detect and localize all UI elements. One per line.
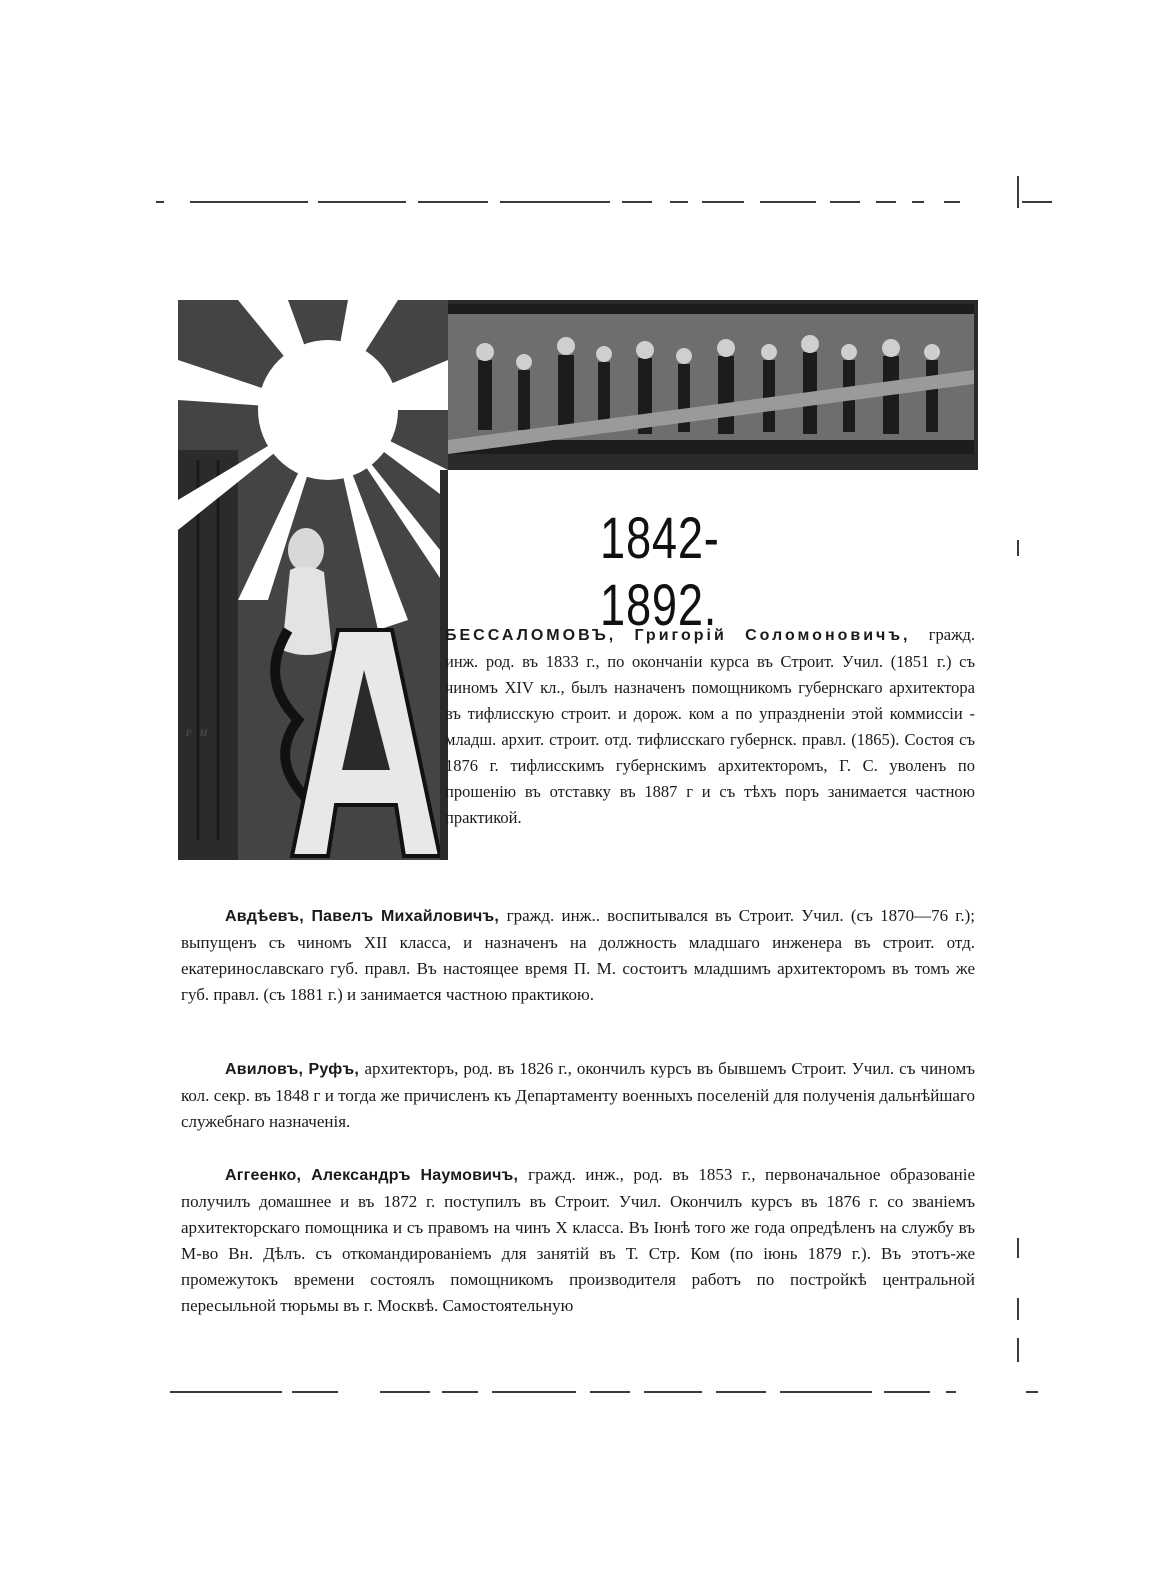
entry-avdeev: [181, 903, 975, 1008]
entry-aggeenko: [181, 1162, 975, 1319]
entry-text: архитекторъ, род. въ 1826 г., окончилъ курсъ въ бывшемъ Строит. Учил. съ чиномъ кол. секр. въ 1848 г и тогда же причисленъ къ Департаменту военныхъ поселеній для полученія дальнѣйшаго служебнаго назначенія.: [181, 1059, 976, 1131]
year-range-heading: 1842-1892.: [600, 506, 720, 638]
entry-name: Авдѣевъ, Павелъ Михайловичъ,: [225, 908, 507, 925]
entry-name: Авиловъ, Руфъ,: [225, 1061, 365, 1078]
entry-text: гражд. инж., род. въ 1853 г., первоначальное образованіе получилъ домашнее и въ 1872 г. поступилъ въ Строит. Учил. Окончилъ курсъ въ 1876 г. со званіемъ архитекторскаго помощника и съ правомъ на чинъ X класса. Въ Іюнѣ того же года опредѣленъ на службу въ М-во Вн. Дѣлъ. съ откомандированіемъ для занятій въ Т. Стр. Ком (по іюнь 1879 г.). Въ этотъ-же промежутокъ времени состоялъ помощникомъ производителя работъ по постройкѣ центральной пересыльной тюрьмы въ г. Москвѣ. Самостоятельную: [181, 1165, 975, 1315]
entry-name: Аггеенко, Александръ Наумовичъ,: [225, 1167, 529, 1184]
entry-text: гражд. инж.. воспитывался въ Строит. Учил. (съ 1870—76 г.); выпущенъ съ чиномъ XII класса, и назначенъ на должность младшаго инженера въ строит. отд. екатеринославскаго губ. правл. Въ настоящее время П. М. состоитъ младшимъ архитекторомъ въ томъ же губ. правл. (съ 1881 г.) и занимается частною практикою.: [181, 906, 975, 1004]
illustration-signature: Р М: [186, 728, 211, 738]
entry-text: гражд. инж. род. въ 1833 г., по окончаніи курса въ Строит. Учил. (1851 г.) съ чиномъ XIV кл., былъ назначенъ помощникомъ губернскаго архитектора въ тифлисскую строит. и дорож. ком а по упраздненіи этой коммиссіи - младш. архит. строит. отд. тифлисскаго губернск. правл. (1865). Состоя съ 1876 г. тифлисскимъ губернскимъ архитекторомъ, Г. С. уволенъ по прошенію въ отставку въ 1887 г и съ тѣхъ поръ занимается частною практикой.: [445, 625, 975, 827]
entry-bessalomov: [445, 622, 975, 831]
entry-name: БЕССАЛОМОВЪ, Григорій Соломоновичъ,: [445, 627, 929, 644]
entry-avilov: [181, 1056, 975, 1135]
